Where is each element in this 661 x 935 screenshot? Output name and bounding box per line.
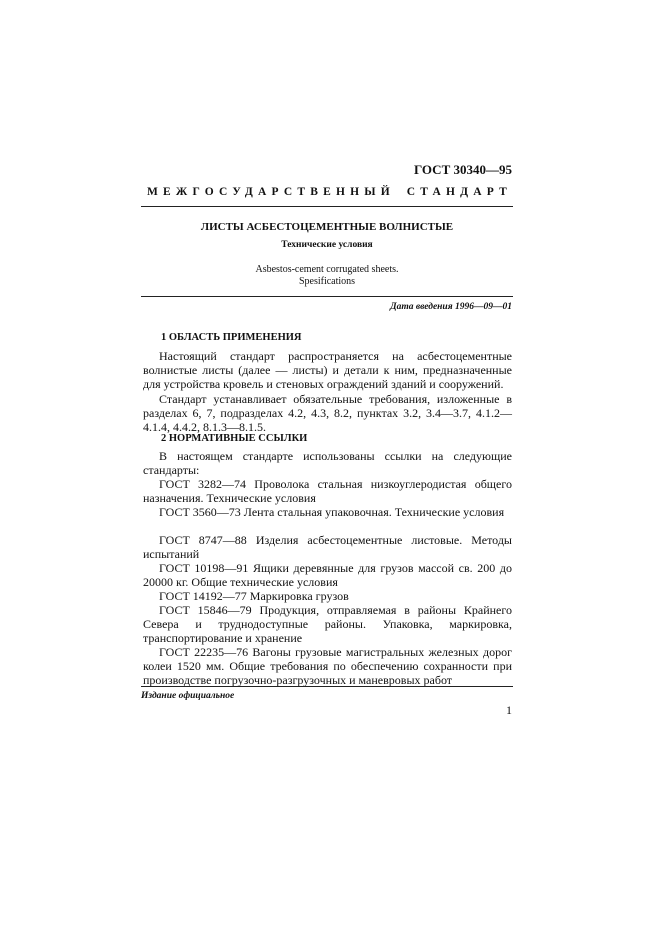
reference-item: ГОСТ 14192—77 Маркировка грузов: [159, 589, 349, 603]
section-2-heading: 2 НОРМАТИВНЫЕ ССЫЛКИ: [161, 433, 308, 444]
document-subtitle: Технические условия: [281, 240, 373, 250]
document-title: ЛИСТЫ АСБЕСТОЦЕМЕНТНЫЕ ВОЛНИСТЫЕ: [200, 221, 454, 233]
page-number: 1: [506, 703, 512, 717]
edition-note: Издание официальное: [141, 691, 235, 701]
reference-item: ГОСТ 15846—79 Продукция, отправляемая в районы Крайнего Севера и труднодоступные районы. Упаковка, маркировка, транспортирование и хранение: [143, 603, 512, 646]
divider-top: [141, 206, 513, 207]
introduction-date: Дата введения 1996—09—01: [390, 302, 512, 312]
divider-middle: [141, 296, 513, 297]
reference-item: ГОСТ 8747—88 Изделия асбестоцементные листовые. Методы испытаний: [143, 533, 512, 562]
section-1-paragraph-1: Настоящий стандарт распространяется на асбестоцементные волнистые листы (далее — листы) и детали к ним, предназначенные для устройства кровель и стеновых ограждений зданий и сооружений.: [143, 349, 512, 392]
gost-number: ГОСТ 30340—95: [413, 162, 512, 177]
section-2-intro: В настоящем стандарте использованы ссылки на следующие стандарты:: [143, 449, 512, 478]
reference-item: ГОСТ 10198—91 Ящики деревянные для грузов массой св. 200 до 20000 кг. Общие технические условия: [143, 561, 512, 590]
english-title-line1: Asbestos-cement corrugated sheets.: [255, 264, 399, 275]
reference-item: ГОСТ 22235—76 Вагоны грузовые магистральных железных дорог колеи 1520 мм. Общие требования по обеспечению сохранности при производстве погрузочно-разгрузочных и маневровых работ: [143, 645, 512, 688]
reference-item: ГОСТ 3282—74 Проволока стальная низкоуглеродистая общего назначения. Технические условия: [143, 477, 512, 506]
section-1-heading: 1 ОБЛАСТЬ ПРИМЕНЕНИЯ: [161, 332, 302, 343]
english-title-line2: Spesifications: [298, 276, 356, 287]
divider-bottom: [141, 686, 513, 687]
interstate-standard-label: МЕЖГОСУДАРСТВЕННЫЙ СТАНДАРТ: [147, 186, 512, 198]
reference-item: ГОСТ 3560—73 Лента стальная упаковочная. Технические условия: [159, 505, 505, 519]
english-title: [141, 264, 513, 288]
section-1-paragraph-2: Стандарт устанавливает обязательные требования, изложенные в разделах 6, 7, подразделах 4.2, 4.3, 8.2, пунктах 3.2, 3.4—3.7, 4.1.2—4.1.4, 4.4.2, 8.1.3—8.1.5.: [143, 392, 512, 435]
